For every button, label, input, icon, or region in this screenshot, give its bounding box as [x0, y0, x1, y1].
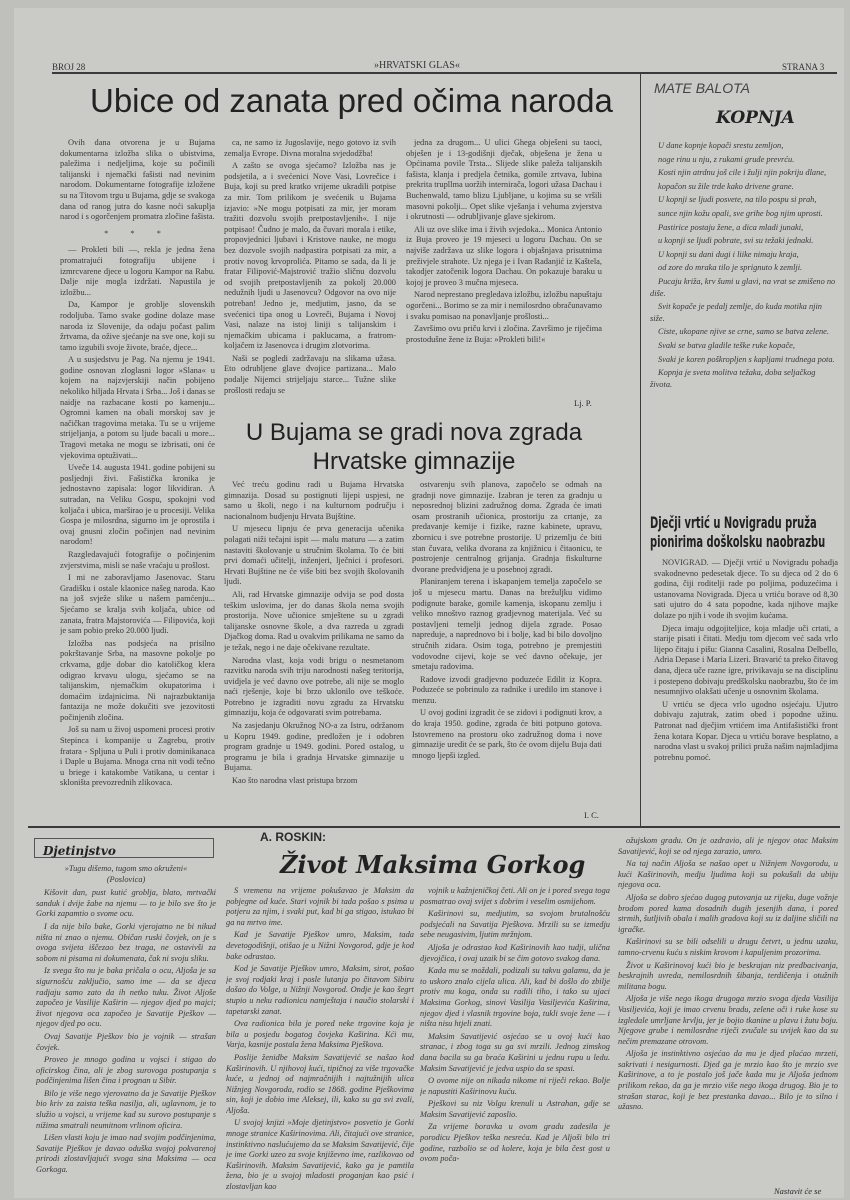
article-vrtic-body: NOVIGRAD. — Dječji vrtić u Novigradu pohadja svakodnevno pedesetak djece. To su djeca od 2 do 6 godina, čiji roditelji rade po poljima, poduzećima i ustanovama Novigrada. Djeca u vrtiću borave od 8,30 sati ujutro do 4 sata popodne, kada njihove majke dolaze po njih i vode ih svojim kućama. Djeca imaju odgojiteljice, koja mladje uči crtati, a starije pisati i čitati. Medju tom djecom već sada vrlo lijepo čitaju i pišu: Gianna Casalini, Rosalna Delbello, Adria Depase i Maria Lizeri. Bravarić ta preko čitavog dana, djeca uče razne igre, privikavaju se na disciplinu i postepeno dobivaju predškolsku naobrazbu, što će im nesumnjivo olakšati učenje u osnovnim školama. U vrtiću se djeca vrlo ugodno osjećaju. Ujutro dobivaju zajutrak, zatim obed i popodne užinu. Patronat nad dječjim vrtićem ima Antifašistički front žena kotara Kopar. Djeca u vrtiću borave besplatno, a narodna vlast u svakoj prilici pruža našim najmladjima potrebnu pomoć. — [654, 558, 838, 762]
poem-line: Ciste, ukopane njive se crne, samo se batva zelene. — [658, 327, 829, 337]
signature-ic: I. C. — [584, 810, 599, 820]
article-title-vrtic: Dječji vrtić u Novigradu pruža pionirima doškolsku naobrazbu — [650, 513, 826, 551]
poem-line: u kopnji se ljudi pobrate, svi su težaki jednaki. — [658, 236, 814, 246]
article-title-gimnazija: U Bujama se gradi nova zgrada Hrvatske gimnazije — [245, 419, 583, 475]
article-gorki-col1: »Tugu dišemo, tugom smo okruženi« (Poslovica) Kišovit dan, pust kutić groblja, blato, mrtvački sanduk i dvije žabe na njemu — to je bilo sve što je Gorki zapamtio o svome ocu. I da nije bilo bake, Gorki vjerojatno ne bi nikud ništa ni znao o njemu. Običan ruski čovjek, on je s ovoga svijeta iščezao bez traga, ne ostavivši za sobom ni pisama ni dokumenata, čak ni svoju sliku. Iz svega što nu je baka pričala o ocu, Aljoša je sa sigurnošću zaključio, samo ime — da se djeca radjaju samo zato da ih netko tuku. Život Aljoše započeo je Vasilije Kaširin — njegov djed po majci; život njegova oca započeo je Savatije Pješkov — njegov djed po ocu. Ovaj Savatije Pješkov bio je vojnik — strašan čovjek. Proveo je mnogo godina u vojsci i stigao do oficirskog čina, ali je zbog surovoga postupanja s podčinjenima lišen čina i prognan u Sibir. Bilo je više nego vjerovatno da je Savatije Pješkov bio kriv za zaista teška nasilja, ali, uglavnom, je to služio u vojsci, u vrijeme kad su surovo postupanje s nižima smatrali neumitnom vrlinom oficira. Lišen vlasti koju je imao nad svojim podčinjenima, Savatije Pješkov je davao oduška svojoj pokvarenoj prirodi zlostavljajući svoga sina Maksima — oca Gorkoga. — [36, 864, 216, 1175]
poem-line: U kopnji se ljudi posvete, na tilo pospu si prah, — [658, 195, 817, 205]
article-author: A. ROSKIN: — [260, 830, 326, 844]
poem-line: U dane kopnje kopači srestu zemljon, — [658, 141, 784, 150]
article-gimnazija-col2: ostvarenju svih planova, započelo se odmah na gradnji nove gimnazije. Izabran je teren za gradnju u neposrednoj blizini zadružnog doma. Zgrada će imati osam prostranih učionica, prostoriju za crtanje, za predavanje kemije i fizike, razne kabinete, upravu, zbornicu i sve potrebne prostorije. U prizemlju će biti stan čuvara, velika dvorana za knjižnicu i čitaonicu, te postrojenje centralnog grijanja. Gradnja fiskulturne dvorane predvidjena je u posebnoj zgradi. Planiranjem terena i iskapanjem temelja započelo se još u mjesecu martu. Danas na brežuljku vidimo podignute barake, gomile kamenja, iskopanu zemlju i veliko mnoštvo raznog gradjevnog materijala. Već su postavljeni temelji jednog dijela zgrade. Posao napreduje, a naprednovo bi i bolje, kad bi bilo dovoljno stručnih zidara. Osim toga, potrebno je premjestiti vodovodne cijevi, koje se već davno očekuje, jer smetaju radovima. Radove izvodi gradjevno poduzeće Edilit iz Kopra. Poduzeće se pobrinulo za radnike i uredilo im stanove i menzu. U ovoj godini izgradit će se zidovi i podignuti krov, a do kraja 1950. godine, zgrada će biti potpuno gotova. Istovremeno na prostoru oko zadružnog doma i nove gimnazije uredit će se park, što će ovom dijelu Buja dati mnogo ljepši izgled. — [412, 480, 602, 760]
article-ubice-col3: jedna za drugom... U ulici Ghega obješeni su taoci, obješen je i 13-godišnji dječak, obješena je žena u Općinama povile Trsta... Slijede slike paleža talijanskih fašista, klanja i predjela četnika, gomile zrtvava, lubina prekrita trupllma uoržih internirača, logori užasa Dachau i Buchenwald, tamo blizu Ljubljane, u kojima su se vršili masovni pokolji... Opet slike vješanja i vehuma zvjerstva i okrutnosti — odrubljivanje glave sjekirom. Ali uz ove slike ima i živih svjedoka... Monica Antonio iz Buja proveo je 19 mjeseci u logoru Dachau. On se najviše zadržava uz slike logora i objašnjava prisutnima preživjele strahote. Uz njega je i Ivan Radanjić iz Kaštela, takodjer zatočenik logora Dachau. On pokazuje baraku u kojoj je proveo 3 mučna mjeseca. Narod neprestano pregledava izložbu, izložbu napuštaju ogorčeni... Borimo se za mir i nemilosrdno obračunavamo i svaku pomisao na ponavljanje prošlosti... Završimo ovu priču krvi i zločina. Završimo je riječima prostodušne žene iz Buja: »Prokleti bili!« — [406, 138, 602, 344]
article-gorki-col2: S vremenu na vrijeme pokušavao je Maksim da pobjegne od kuće. Stari vojnik bi tada pošao s psima u potjeru za njim, i svaki put, kad bi ga stigao, istukao bi ga na mrtvo ime. Kad je Savatije Pješkov umro, Maksim, tada devetogodišnji, otišao je u Nižni Novgorod, gdje je kod bake odrastao. Kod je Savatije Pješkov umro, Maksim, sirot, pošao je svoj rodjaki kraj i posle lutanja po čitavom Sibiru došao do Volge, u Nižnji Novgorod. Ondje je kao šegrt stupio u neku radionicu namještaja i naučio stolarski i tapetarski zanat. Ova radionica bila je pored neke trgovine koja je bila u posjedu bogatog čovjeka Kaširina. Kći mu, Varja, kasnije postala žena Maksima Pješkova. Poslije ženidbe Maksim Savatijević se našao kod Kaširinovih. U njihovoj kući, tipičnoj za više trgovačke kuće, u jednoj od najmračnijih i najtužnijih ulica Nižnjeg Novgoroda, rodio se 1868. godine Pješkovima sin, koji je dobio ime Aleksej, ili, kako su ga svi zvali, Aljoša. U svojoj knjizi »Moje djetinjstvo« posvetio je Gorki mnoge stranice Kaširinovima. Ali, čitajući ove stranice, instinktivno naslućujemo da se Maksim Savatijević, čije je ime Gorki uzeo za svoje književno ime, razlikovao od Kaširinovih. Maksim Savatijević, kako ga je pamtila žena, bio je u svojoj mladosti proganjan kao psić i zlostavljan kao — [226, 886, 414, 1192]
box-djetinjstvo: Djetinjstvo — [34, 838, 214, 858]
poem-line: U kopnji su dani dugi i liike nimaju kraja, — [658, 249, 799, 259]
column-divider — [640, 74, 641, 826]
article-title-gorki: Život Maksima Gorkog — [280, 850, 586, 879]
poem-line: Kosti njin atrdnu još cile i žulji njin pokriju dlane, — [658, 168, 827, 178]
article-ubice-col1: Ovih dana otvorena je u Bujama dokumentarna izložba slika o ubistvima, paležima i nedjeljima, koje su počinili talijanski i njemački fašisti nad nevinim narodom. Dokumentarne fotografije izložene su na Titovom trgu u Bujama, gdje se svakoga dana od ranog jutra do kasne noći sakuplja narod i s ogorčenjem promatra zločine fašista. * * * — Prokleti bili —, rekla je jedna žena promatrajući fotografiju ubijene i izmrcvarene djece u logoru Kampor na Rabu. Dalje nije mogla izdržati. Napustila je izložbu... Da, Kampor je groblje slovenskih rodoljuba. Tamo svake godine dolaze mase naroda iz Slovenije, da odaju počast palim žrtvama, da ožive sjećanje na sve one, koji su tamo izgubili svoje živote, braće, djece... A u susjedstvu je Pag. Na njemu je 1941. godine osnovan zloglasni logor »Slana« u kojem na najzvjerskiji način pobijeno nekoliko hiljada Hrvata i Srba... Još i danas se naidje na razbacane kosti po kamenju... Ogromni kamen na obali morskoj sav je načičkan tragovima metaka. Tu se u vrijeme strijeljanja, a potom su ljude bacali u more... Tragovi metaka ne mogu se izbrisati, oni će vjekovima optuživati... Uveče 14. augusta 1941. godine pobijeni su posljednji živi. Fašistička kronika je jednostavno zapisala: logor likvidiran. A sutradan, na Veliku Gospu, spokojni vod koljača i ubica, marširao je u procesiji. Velika Gospa je milosrdna, sigurno im je oprostila i ovaj gnusni zločin počinjen nad nevinim narodom! Razgledavajući fotografije o počinjenim zvjerstvima, misli se naše vraćaju u prošlost. I mi ne zaboravljamo Jasenovac. Staru Gradišku i ostale klaonice našeg naroda. Kao na još svježe slike u našem pamćenju... Sjećamo se kralja svih koljača, ubice od zanata, fratra Majstorovića — Filipovića, koji je sam pobio preko 20.000 ljudi. Izložba nas podsjeća na prisilno pokrštavanje Srba, na masovne pokolje po crkvama, gdje dobar dio katoličkog klera odigrao krvavu ulogu, sjećamo se na talijanskim, njemačkim okupatorima i domaćim izdajnicima. Ni najrazbuktanija fantazija ne može dokučiti sve jezovitosti počinjenih zločina. Još su nam u živoj uspomeni procesi protiv Stepinca i kompanije u Zagrebu, protiv fratara - Spljuna u Puli i protiv dominikanaca i Daple u Bujama. Mnoga crna nit vodi tečno u briege i katakombe Vatikana, u centar i skloništa prevozrednih zlikovaca. — [60, 138, 215, 788]
poem-line: Kopnja je sveta molitva težaka, doba seljačkog života. — [650, 368, 816, 389]
poem-line: Svaki se batva gladile teške ruke kopače, — [658, 340, 795, 350]
article-title-ubice: Ubice od zanata pred očima naroda — [90, 82, 613, 119]
poem-line: noge rinu u nju, z rukami grude prevrću. — [658, 154, 795, 164]
poem-line: Pastirice postaju žene, a dica mladi junaki, — [658, 222, 804, 232]
poem-author: MATE BALOTA — [654, 80, 750, 96]
article-ubice-col2: ca, ne samo iz Jugoslavije, nego gotovo iz svih zemalja Evrope. Divna moralna svjedodžba! A zašto se ovoga sjećamo? Izložba nas je podsjetila, a i svećenici Nove Vasi, Lovrečice i Buja, koji su pred kratko vrijeme ukradili potpise za mir. Tom prilikom je svećenik u Bujama izjavio: »Ne mogu potpisati za mir, jer moram tražiti dozvolu svojih pretpostavljenih«. I nije potpisao! Čudno je malo, da čuvari morala i etike, propovjednici ljubavi i Kristove nauke, ne mogu bez dozvole svojih nadpastira potpisati za mir, a protiv novog krvoprolića. Pitamo se sada, da li je fratar Filipović-Majstrović tražio sličnu dozvolu od svojih pretpostavljenih za pokolj 20.000 nedužnih ljudi u Jasenovcu? Odgovor na ovo nije potreban! Jedno je, medjutim, jasno, da se svećenici tipa onog u Lovreči, Bujama i Novoj Vasi, nalaze na istoj liniji s talijanskim i njemačkim ubicama i paklucama, a fratrom-koljačem iz Jasenovca i drugim zlotvorima. Naši se pogledi zadržavaju na slikama užasa. Eto odrubljene glave dvojice partizana... Malo podalje Nijemci strijeljaju starce... Tužne slike prošlosti redaju se — [224, 138, 396, 395]
poem-body — [650, 140, 838, 460]
poem-line: od zore do mraka tilo je sprignuto k zemlji. — [658, 263, 803, 273]
poem-line: Svit kopače je pedalj zemlje, do kuda motika njin siže. — [650, 302, 822, 323]
page-number: STRANA 3 — [782, 62, 825, 72]
article-gorki-col4: ožujskom gradu. On je ozdravio, ali je njegov otac Maksim Savatijević, koji se od njega zarazio, umro. Na taj način Aljoša se našao opet u Nižnjem Novgorodu, u kući Kaširinovih, medju ljudima koji su pokušali da ubiju njegova oca. Aljoša se dobro sjećao dugog putovanja uz rijeku, duge vožnje brodom pored kama dosadnih dugih jesenjih dana, i pored strmih, šutljivih obala i malih gradova koji su iz daljine sličili na igračke. Kaširinovi su se bili odselili u drugu četvrt, u jednu uzaku, tamno-crvenu kuću s niskim krovom i kapuljenim prozorima. Život u Kaširinovoj kući bio je beskrajan niz predbacivanja, beskrajnih uvreda, nemilosrdnih šibanja, terdičenja i otužnih militana bogu. Aljoša je više nego ikoga drugoga mrzio svoga djeda Vasilija Vasiljevića, koji je imao crvenu bradu, zelene oči i ruke kose su izgledale umrljane krvlju, jer je bojio tkanine u plavu i žutu boju. Njegove grube i nemilosrdne riječi zvučale su uvijek kao da su nečim premazane otrovom. Aljoša je instinktivno osjećao da mu je djed plaćao mrzeti, sakrivati i nesigurnosti. Djed ga je mrzio kao što je mrzio sve Kaširinove, a to je postalo još jače kada mu je Aljoša jednom prilikom rekao, da ga je mrzio više nego ikoga drugog. Bio je to strašan starac, koji je bez prestanka davao... Bilo je to silno i užasno. — [618, 836, 838, 1112]
header-rule — [52, 72, 837, 74]
poem-line: sunce njin kožu opali, sve grihe bog njim uprosti. — [658, 208, 823, 218]
paper-name: »HRVATSKI GLAS« — [374, 60, 460, 71]
signature-ljp: Lj. P. — [574, 398, 592, 408]
poem-line: kopačon su žile trde kako drivene grane. — [658, 181, 794, 191]
section-rule — [28, 826, 840, 828]
issue-number: BROJ 28 — [52, 62, 86, 72]
article-gorki-col3: vojnik u kažnjeničkoj četi. Ali on je i pored svega toga posmatrao ovaj svijet s dobrim i veselim osmijehom. Kaširinovi su, medjutim, sa svojom brutalnošću podsjećali na Savatija Pješkova. Mrzili su se izmedju sebe neugasivim, ljutim mržnjom. Aljoša je odrastao kod Kaširinovih kao tudji, ulična djevojčica, i ovaj uzaik bi se čim gotovo svakog dana. Kada mu se moždali, podizali su takvu galamu, da je to uskoro znalo cijela ulica. Ali, kad bi došlo do zbilje protiv mu koga, onda su radili tiho, i tako su ujaci Maksima Gorkog, sinovi Vasilija Vasiljevića Kaširina, njegov djed i vlasnik trgovine boja, tukli svoje žene — i ništa nisu htjeli znati. Maksim Savatijević osjećao se u ovoj kući kao stranac, i zbog toga su ga svi mrzili. Jednog zimskog dana bacila su ga braća Kaširini u jednu rupu u ledu. Maksim Savatijević je jedva uspio da se spasi. O ovome nije on nikada nikome ni riječi rekao. Bolje je napustiti Kaširinovu kuću. Pješkovi su niz Volgu krenuli u Astrahan, gdje se Maksim Savatijević zaposlio. Za vrijeme boravka u ovom gradu zadesila je porodicu Pješkov teška nesreća. Kad je Aljoši bilo tri godine, razbolio se od kolere, koja je bila čest gost u ovom poča- — [420, 886, 610, 1164]
poem-line: Svaki je koren poškropljen s kapljami trudnega pota. — [658, 354, 835, 364]
article-gimnazija-col1: Već treću godinu radi u Bujama Hrvatska gimnazija. Dosad su postignuti lijepi uspjesi, ne samo u školi, nego i na kulturnom području i nacionalnom budjenju Hrvata Bujštine. U mjesecu lipnju će prva generacija učenika polagati niži tečajni ispit — malu maturu — a zatim nastaviti školovanje u stručnim školama. To će biti prvi domaći učitelji, inženjeri, lječnici i profesori. Hrvati Bujštine ne će više biti bez svojih školovanih ljudi. Ali, rad Hrvatske gimnazije odvija se pod dosta teškim uslovima, jer do danas škola nema svojih prostorija. Nove učionice smještene su u zgradi talijanske osnovne škole, a dva razreda u zgradi Djačkog doma. Rad u ovakvim prilikama ne samo da je težak, nego i ne daje očekivane rezultate. Narodna vlast, koja vodi brigu o nesmetanom razvitku naroda svih triju narodnosti našeg teritorija, uvidjela je već davno ove potrebe, ali nije se moglo naći rješenje, koje bi brzo uklonilo ove teškoće. Potrebno je izgraditi novu zgradu za Hrvatsku gimnaziju, koja će odgovarati svim potrebama. Na zasjedanju Okružnog NO-a za Istru, održanom u Kopru 1949. godine, predložen je i odobren program gradnje u 1949. godini. Pored ostalog, u programu je bila i gradnja Hrvatske gimnazije u Bujama. Kao što narodna vlast pristupa brzom — [224, 480, 404, 786]
to-be-continued: Nastavit će se — [774, 1186, 822, 1196]
poem-title: KOPNJA — [716, 108, 795, 128]
poem-line: Pucaju križa, krv šumi u glavi, na vrat se zmišeno no diše. — [650, 276, 836, 298]
newspaper-page — [14, 8, 844, 1198]
